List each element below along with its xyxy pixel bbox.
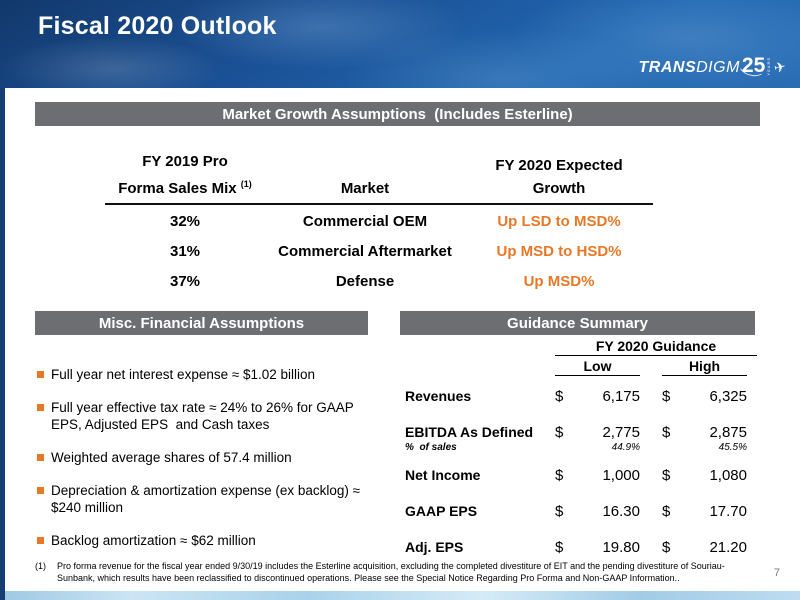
bullet-text: Depreciation & amortization expense (ex backlog) ≈ $240 million: [51, 483, 364, 515]
dollar-sign: $: [555, 424, 564, 441]
row-label: EBITDA As Defined: [405, 424, 534, 440]
low-value: 1,000: [602, 467, 640, 484]
list-item: [35, 482, 365, 516]
guidance-summary-table: [405, 338, 757, 556]
table-row: [405, 388, 757, 405]
row-label: Net Income: [405, 467, 481, 483]
bullet-square-icon: [37, 371, 44, 378]
dollar-sign: $: [662, 424, 671, 441]
row-label: GAAP EPS: [405, 503, 478, 519]
dollar-sign: $: [662, 539, 671, 556]
dollar-sign: $: [555, 503, 564, 520]
footnote: [35, 561, 747, 584]
table-row: [405, 467, 757, 484]
table-row: [405, 424, 757, 441]
column-header-high: High: [662, 358, 747, 376]
high-value: 2,875: [709, 424, 747, 441]
logo-text-trans: TRANS: [638, 59, 697, 76]
page-number: 7: [773, 567, 780, 579]
high-value: 6,325: [709, 388, 747, 405]
footnote-text: Pro forma revenue for the fiscal year ended 9/30/19 includes the Esterline acquisition, excluding the completed divestiture of EIT and the pending divestiture of Souriau-Sunbank, which results have been reclassified to discontinued operations. Please see the Special Notice Regarding Pro Forma and Non-GAAP Information..: [57, 561, 725, 583]
bullet-square-icon: [37, 487, 44, 494]
logo-25-badge: [742, 54, 765, 78]
bottom-strip: [5, 591, 800, 600]
table-row: [405, 503, 757, 520]
list-item: [35, 399, 365, 433]
left-border-strip: [0, 88, 5, 600]
misc-assumptions-list: [35, 366, 365, 565]
low-value: 19.80: [602, 539, 640, 556]
bullet-text: Full year effective tax rate ≈ 24% to 26% for GAAP EPS, Adjusted EPS and Cash taxes: [51, 400, 358, 432]
dollar-sign: $: [555, 539, 564, 556]
dollar-sign: $: [662, 503, 671, 520]
table-subrow-percent-of-sales: [405, 442, 757, 453]
market-growth-table: [105, 150, 653, 295]
market-growth-header-label: Market Growth Assumptions (Includes Esterline): [222, 105, 573, 123]
column-gap: [640, 358, 662, 376]
guidance-subheaders: [555, 358, 757, 376]
market-value: Commercial OEM: [302, 213, 428, 230]
bullet-square-icon: [37, 454, 44, 461]
low-value: 16.30: [602, 503, 640, 520]
list-item: [35, 449, 365, 466]
high-value: 1,080: [709, 467, 747, 484]
row-label: Revenues: [405, 388, 472, 404]
bullet-square-icon: [37, 537, 44, 544]
growth-value: Up LSD to MSD%: [497, 213, 621, 230]
subrow-label: % of sales: [405, 442, 457, 453]
column-header-expected-growth: [465, 154, 653, 200]
misc-assumptions-header-label: Misc. Financial Assumptions: [98, 314, 305, 332]
list-item: [35, 366, 365, 383]
sales-mix-value: 32%: [169, 213, 201, 230]
logo-years-number: 25: [741, 54, 766, 77]
guidance-summary-header-label: Guidance Summary: [507, 314, 648, 332]
bullet-text: Full year net interest expense ≈ $1.02 billion: [51, 367, 316, 382]
growth-header-line2: Growth: [532, 180, 586, 197]
table-row: [105, 238, 653, 265]
market-value: Defense: [335, 273, 395, 290]
market-growth-table-header: [105, 150, 653, 205]
dollar-sign: $: [555, 388, 564, 405]
high-value: 17.70: [709, 503, 747, 520]
guidance-summary-header-bar: [400, 311, 755, 335]
column-header-market: Market: [340, 180, 390, 197]
list-item: [35, 532, 365, 549]
dollar-sign: $: [662, 388, 671, 405]
low-value: 6,175: [602, 388, 640, 405]
low-value: 2,775: [602, 424, 640, 441]
growth-header-line1: FY 2020 Expected: [495, 157, 623, 174]
market-value: Commercial Aftermarket: [278, 243, 452, 260]
bullet-text: Weighted average shares of 57.4 million: [51, 450, 292, 465]
logo-text-digm: DIGM: [696, 59, 740, 76]
growth-value: Up MSD to HSD%: [496, 243, 622, 260]
footnote-marker: (1): [35, 561, 46, 571]
guidance-group-header: FY 2020 Guidance: [555, 338, 757, 356]
page-title: Fiscal 2020 Outlook: [38, 12, 277, 40]
logo-years-label: YEARS: [766, 56, 772, 76]
dollar-sign: $: [555, 467, 564, 484]
dollar-sign: $: [662, 467, 671, 484]
row-label: Adj. EPS: [405, 539, 464, 555]
sales-mix-value: 37%: [169, 273, 201, 290]
low-percent-value: 44.9%: [611, 442, 640, 453]
sales-mix-value: 31%: [169, 243, 201, 260]
transdigm-logo: [639, 54, 786, 78]
bullet-square-icon: [37, 404, 44, 411]
sales-mix-header-line2: Forma Sales Mix $^{(1)}$: [118, 179, 252, 197]
column-header-low: Low: [555, 358, 640, 376]
market-growth-header-bar: [35, 102, 760, 126]
high-value: 21.20: [709, 539, 747, 556]
footnote-reference-superscript: (1): [240, 179, 252, 189]
table-row: [105, 208, 653, 235]
bullet-text: Backlog amortization ≈ $62 million: [51, 533, 256, 548]
airplane-icon: ✈: [772, 57, 788, 77]
column-header-sales-mix: [105, 150, 265, 200]
high-percent-value: 45.5%: [718, 442, 747, 453]
sales-mix-header-line1: FY 2019 Pro: [142, 153, 228, 170]
growth-value: Up MSD%: [523, 273, 595, 290]
table-row: [405, 539, 757, 556]
table-row: [105, 268, 653, 295]
misc-assumptions-header-bar: [35, 311, 368, 335]
title-banner: [0, 0, 800, 88]
